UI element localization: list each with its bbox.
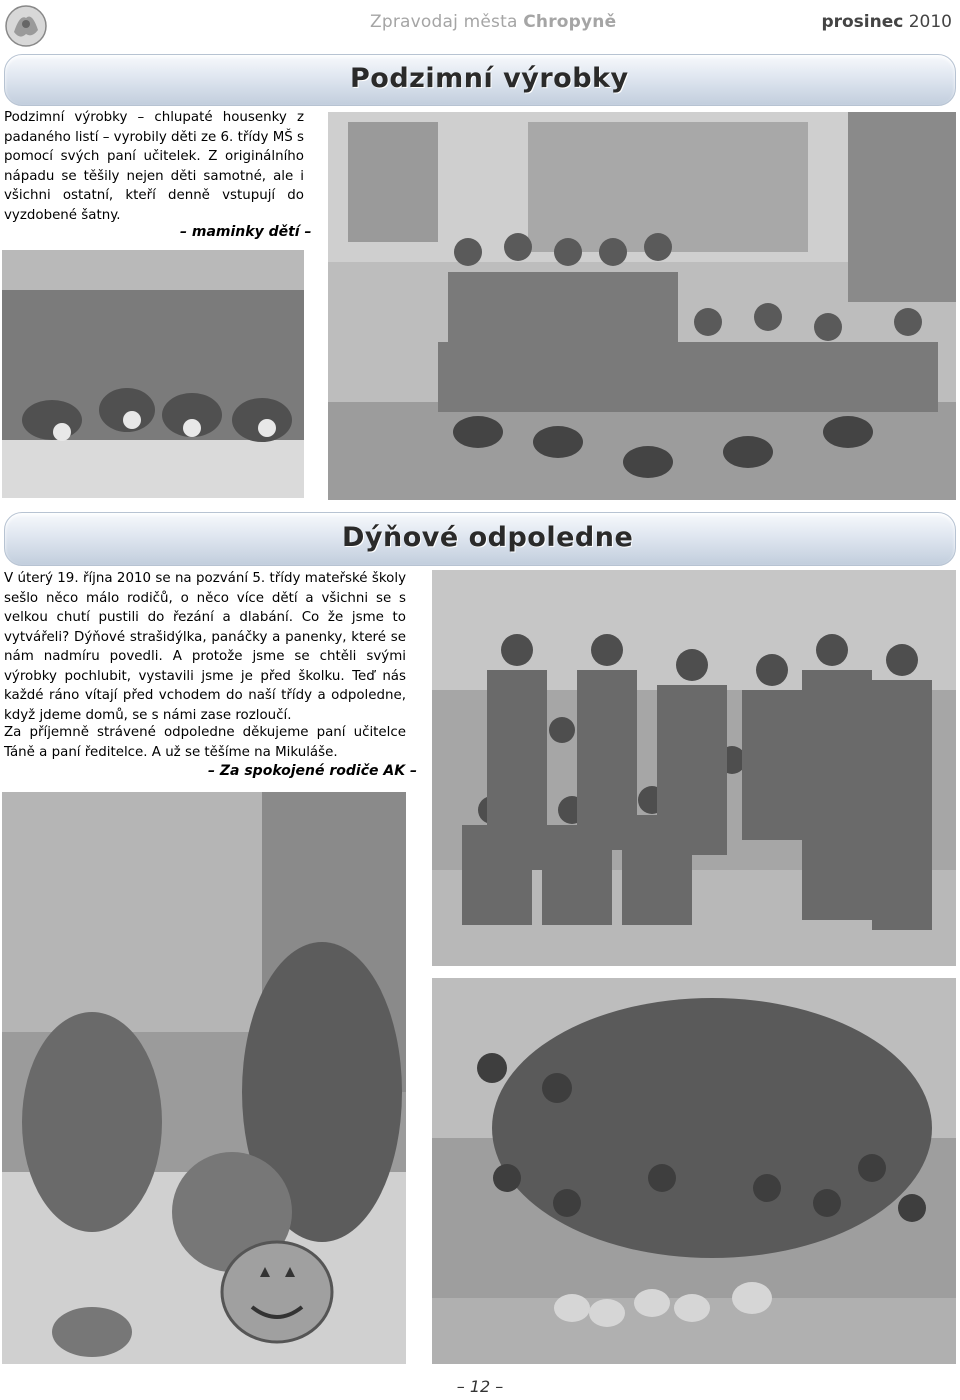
- photo-pumpkin-carving: [2, 792, 406, 1364]
- section1-title: Podzimní výrobky: [350, 63, 629, 94]
- photo-class-group: [328, 112, 956, 500]
- newsletter-title-prefix: Zpravodaj města: [370, 12, 524, 32]
- section2-signature: – Za spokojené rodiče AK –: [208, 763, 417, 779]
- photo-kids-pumpkins: [432, 978, 956, 1364]
- issue-month: prosinec: [821, 12, 904, 32]
- section1-signature: – maminky dětí –: [180, 224, 312, 240]
- section2-paragraph2: Za příjemně strávené odpoledne děkujeme paní učitelce Táně a paní ředitelce. A už se těšíme na Mikuláše.: [4, 725, 406, 760]
- issue-date: [821, 12, 952, 32]
- issue-year: 2010: [903, 12, 952, 32]
- town-logo-icon: [4, 4, 48, 48]
- section1-text: Podzimní výrobky – chlupaté housenky z padaného listí – vyrobily děti ze 6. třídy MŠ s pomocí svých paní učitelek. Z originálního nápadu se těšily nejen děti samotné, ale i všichni ostatní, kteří denně vstupují do vyzdobené šatny.: [4, 110, 305, 223]
- section2-paragraph1: V úterý 19. října 2010 se na pozvání 5. třídy mateřské školy sešlo něco málo rodičů, o něco více dětí a všichni se s velkou chutí pustili do řezání a dlabání. Co že jsme to vytvářeli? Dýňové strašidýlka, panáčky a panenky, které se nám nadmíru povedli. A protože jsme se chtěli svými výrobky pochlubit, vystavili jsme je před školku. Teď nás každé ráno vítají před vchodem do naší třídy a odpoledne, když jdeme domů, se s námi zase rozloučí.: [4, 571, 406, 723]
- photo-group-parents: [432, 570, 956, 966]
- page-number: – 12 –: [456, 1377, 504, 1396]
- section2-title: Dýňové odpoledne: [342, 522, 634, 553]
- photo-caterpillars: [2, 250, 304, 498]
- newsletter-title: [370, 12, 616, 32]
- newsletter-town: Chropyně: [523, 12, 617, 32]
